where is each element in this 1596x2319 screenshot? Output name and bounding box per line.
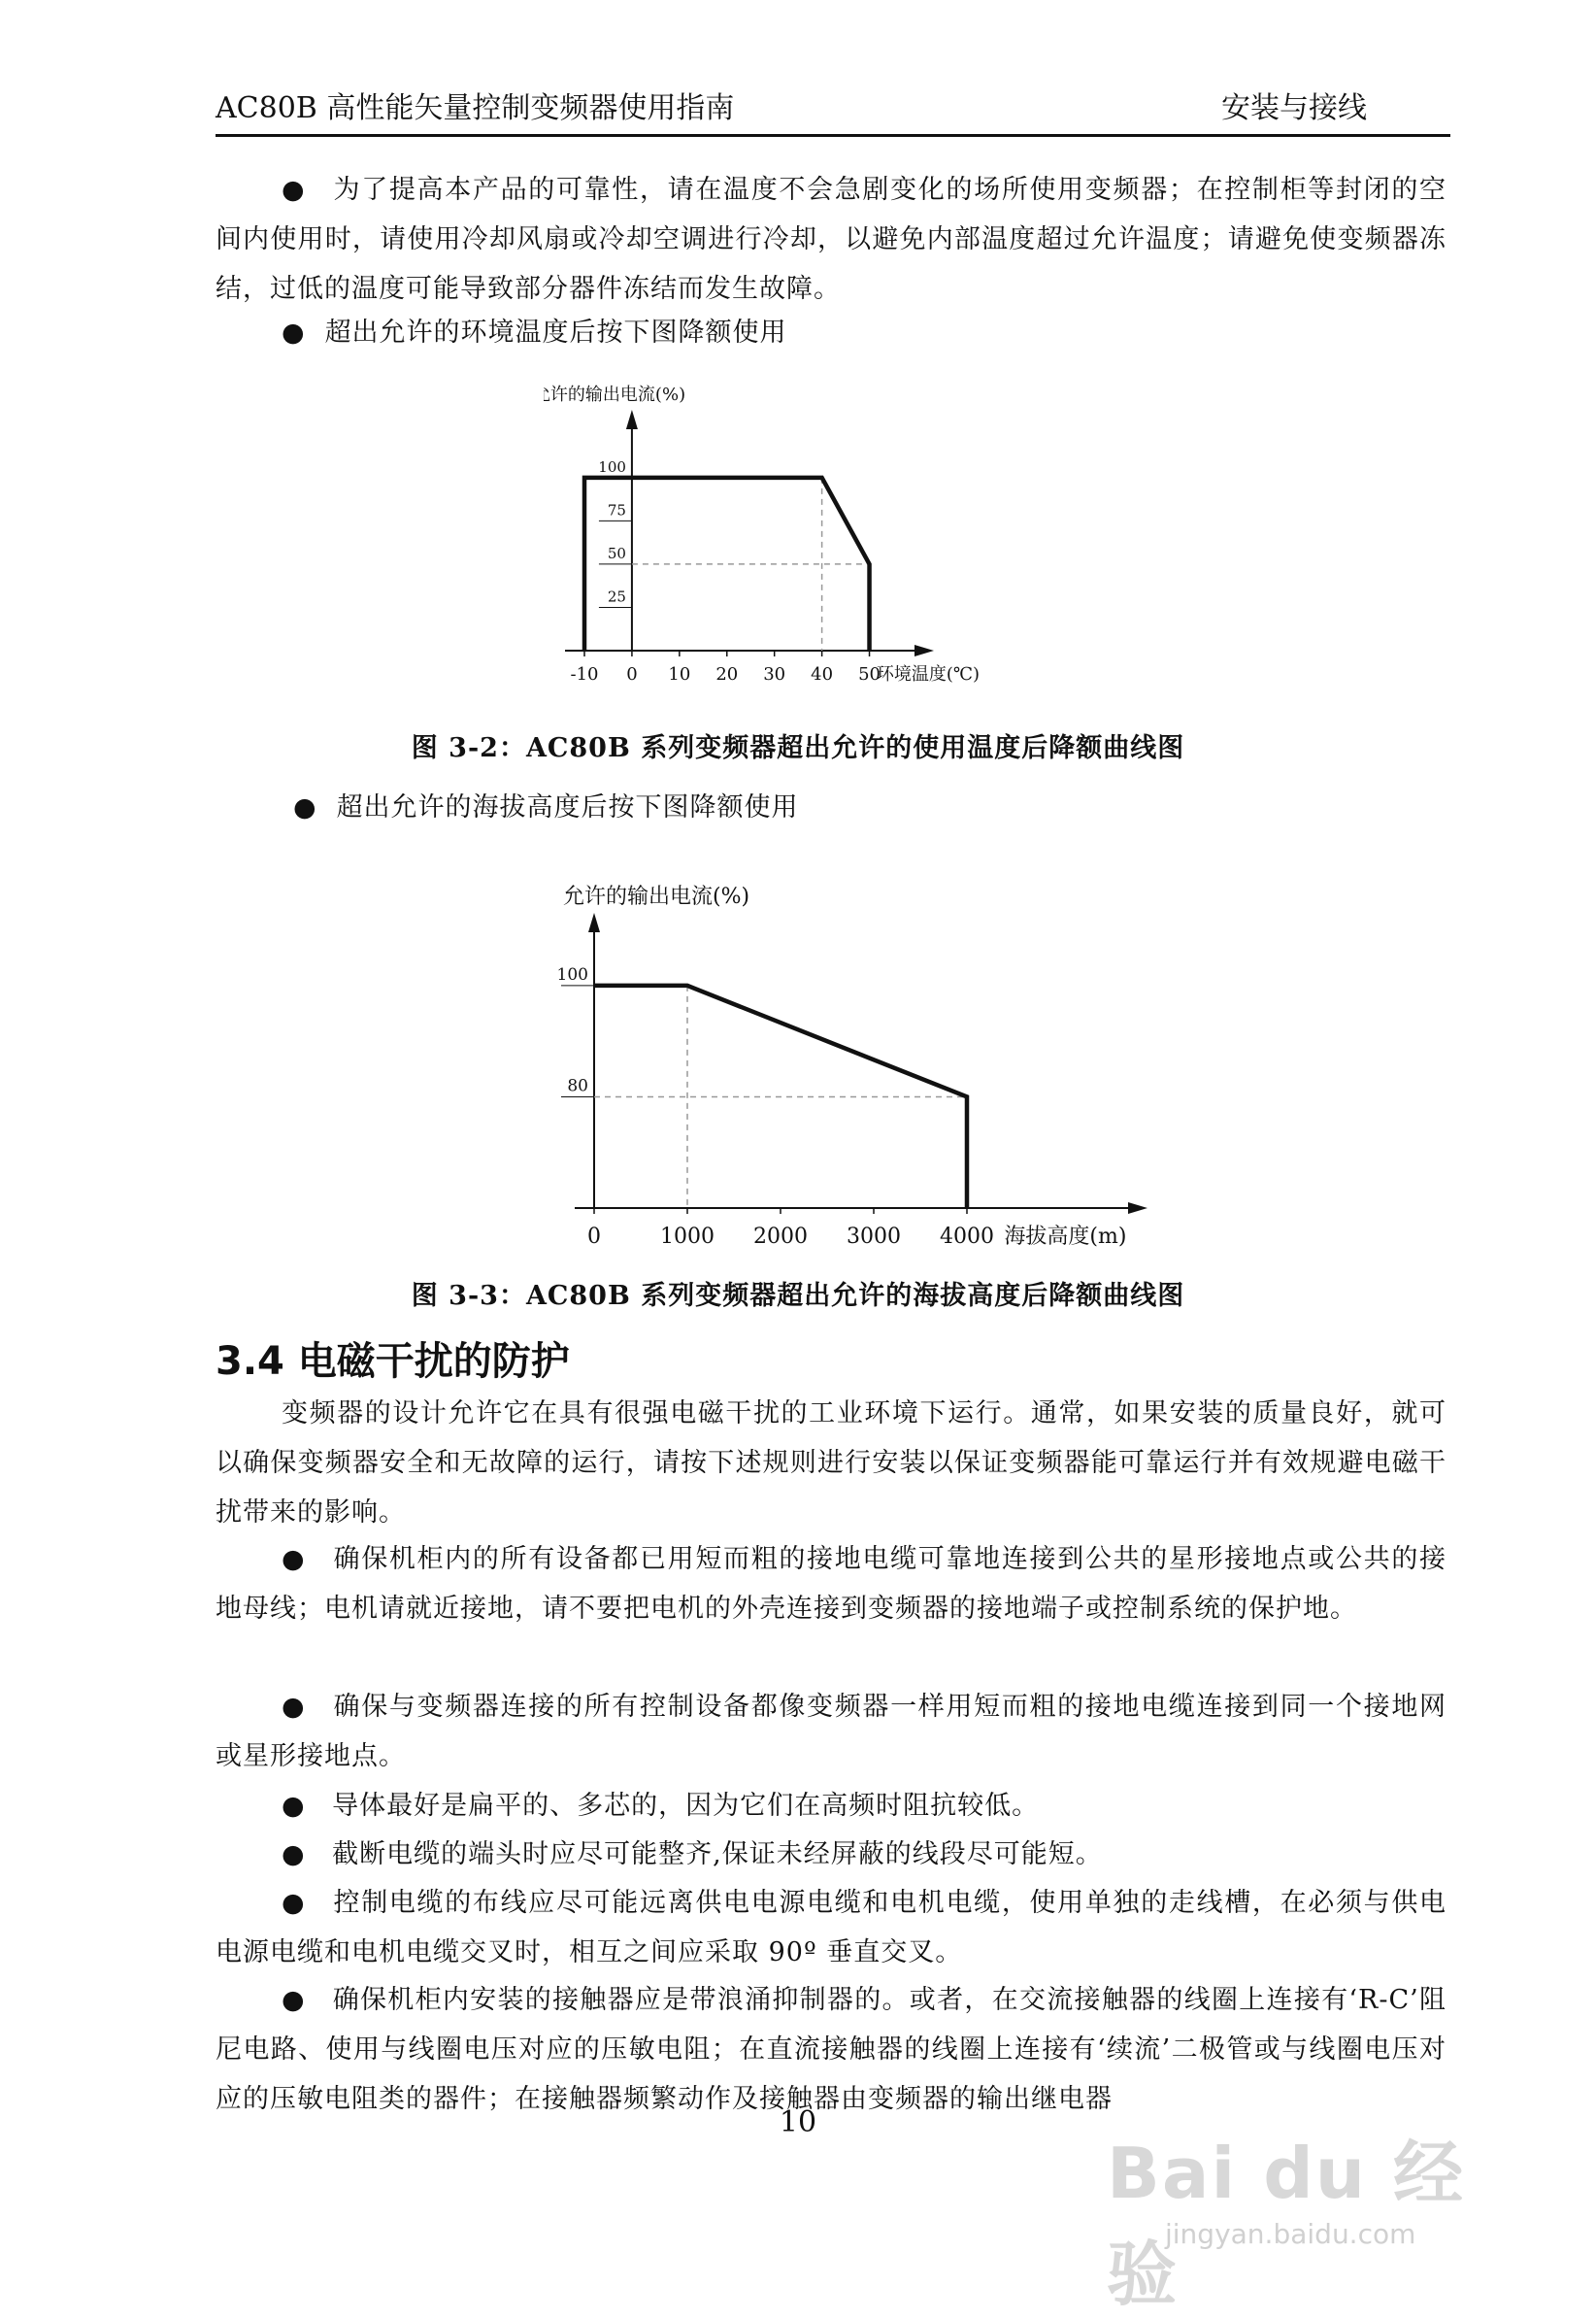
- section-bullet-6-text: 确保机柜内安装的接触器应是带浪涌抑制器的。或者，在交流接触器的线圈上连接有‘R-C’阻尼电路、使用与线圈电压对应的压敏电阻；在直流接触器的线圈上连接有‘续流’二极管或与线圈电压对应的压敏电阻类的器件；在接触器频繁动作及接触器由变频器的输出继电器: [216, 1985, 1446, 2114]
- intro-paragraph-1: [216, 165, 1446, 314]
- temperature-derating-chart: [544, 361, 1204, 711]
- intro-text-1: 为了提高本产品的可靠性，请在温度不会急剧变化的场所使用变频器；在控制柜等封闭的空间内使用时，请使用冷却风扇或冷却空调进行冷却，以避免内部温度超过允许温度；请避免使变频器冻结，过低的温度可能导致部分器件冻结而发生故障。: [216, 175, 1446, 304]
- section-bullet-2: [216, 1682, 1446, 1781]
- section-bullet-4-text: 截断电缆的端头时应尽可能整齐,保证未经屏蔽的线段尽可能短。: [332, 1839, 1103, 1869]
- y-axis-arrow-icon: [626, 410, 638, 429]
- intro-paragraph-2: [282, 308, 787, 357]
- bullet-icon: ●: [282, 1544, 307, 1574]
- figure-caption-3-2: 图 3-2：AC80B 系列变频器超出允许的使用温度后降额曲线图: [411, 733, 1185, 763]
- x-tick-label: 2000: [753, 1225, 808, 1249]
- altitude-derating-chart: [544, 843, 1204, 1260]
- section-bullet-5: [216, 1878, 1446, 1977]
- header-title: AC80B 高性能矢量控制变频器使用指南: [216, 91, 735, 125]
- baidu-logo-icon: Bai du 经验: [1107, 2133, 1466, 2315]
- section-bullet-4: [216, 1830, 1446, 1879]
- bullet-icon: ●: [282, 1985, 306, 2015]
- temperature-chart-svg: [544, 361, 1204, 711]
- y-tick-label: 50: [607, 544, 626, 562]
- y-axis-label: 允许的输出电流(%): [563, 885, 750, 909]
- bullet-icon: ●: [282, 1839, 306, 1869]
- y-tick-label: 25: [607, 588, 626, 606]
- y-axis-label: 允许的输出电流(%): [544, 385, 686, 405]
- x-tick-label: 50: [858, 664, 881, 685]
- intro-text-3: 超出允许的海拔高度后按下图降额使用: [336, 792, 799, 823]
- bullet-icon: ●: [282, 1888, 307, 1918]
- x-tick-label: 1000: [660, 1225, 715, 1249]
- watermark: [1107, 2117, 1476, 2315]
- bullet-icon: ●: [282, 318, 306, 348]
- x-tick-label: 20: [715, 664, 739, 685]
- bullet-icon: ●: [293, 792, 317, 823]
- y-tick-label: 100: [556, 964, 588, 985]
- altitude-chart-svg: [544, 843, 1204, 1260]
- x-tick-label: -10: [570, 664, 599, 685]
- x-tick-label: 40: [811, 664, 834, 685]
- y-axis-arrow-icon: [588, 913, 600, 932]
- section-title: 3.4 电磁干扰的防护: [216, 1339, 570, 1384]
- section-bullet-6: [216, 1975, 1446, 2124]
- page-number: 10: [779, 2105, 817, 2139]
- section-bullet-1-text: 确保机柜内的所有设备都已用短而粗的接地电缆可靠地连接到公共的星形接地点或公共的接地母线；电机请就近接地，请不要把电机的外壳连接到变频器的接地端子或控制系统的保护地。: [216, 1544, 1446, 1624]
- x-axis-arrow-icon: [1128, 1202, 1147, 1214]
- x-tick-label: 0: [626, 664, 638, 685]
- x-axis-label: 环境温度(℃): [876, 664, 981, 685]
- y-tick-label: 75: [607, 501, 626, 520]
- watermark-url: jingyan.baidu.com: [1165, 2218, 1416, 2250]
- section-bullet-3: [216, 1781, 1446, 1831]
- x-tick-label: 3000: [847, 1225, 901, 1249]
- x-axis-arrow-icon: [914, 645, 934, 656]
- section-bullet-1: [216, 1534, 1446, 1633]
- intro-text-2: 超出允许的环境温度后按下图降额使用: [324, 318, 787, 348]
- page-header: [216, 89, 1450, 137]
- x-axis-label: 海拔高度(m): [1004, 1225, 1127, 1249]
- section-bullet-2-text: 确保与变频器连接的所有控制设备都像变频器一样用短而粗的接地电缆连接到同一个接地网或星形接地点。: [216, 1692, 1446, 1771]
- bullet-icon: ●: [282, 1692, 307, 1722]
- y-tick-label: 80: [567, 1076, 588, 1096]
- section-bullet-5-text: 控制电缆的布线应尽可能远离供电电源电缆和电机电缆，使用单独的走线槽，在必须与供电电源电缆和电机电缆交叉时，相互之间应采取 90º 垂直交叉。: [216, 1888, 1446, 1967]
- header-section: 安装与接线: [1221, 91, 1367, 125]
- section-bullet-3-text: 导体最好是扁平的、多芯的，因为它们在高频时阻抗较低。: [332, 1791, 1040, 1821]
- figure-caption-3-3: 图 3-3：AC80B 系列变频器超出允许的海拔高度后降额曲线图: [411, 1281, 1185, 1311]
- intro-paragraph-3: [293, 783, 799, 832]
- x-tick-label: 4000: [940, 1225, 994, 1249]
- x-tick-label: 0: [587, 1225, 601, 1249]
- y-tick-label: 100: [598, 457, 626, 476]
- x-tick-label: 30: [763, 664, 786, 685]
- x-tick-label: 10: [668, 664, 691, 685]
- bullet-icon: ●: [282, 1791, 306, 1821]
- section-paragraph: 变频器的设计允许它在具有很强电磁干扰的工业环境下运行。通常，如果安装的质量良好，就可以确保变频器安全和无故障的运行，请按下述规则进行安装以保证变频器能可靠运行并有效规避电磁干扰带来的影响。: [216, 1398, 1446, 1528]
- bullet-icon: ●: [282, 175, 307, 205]
